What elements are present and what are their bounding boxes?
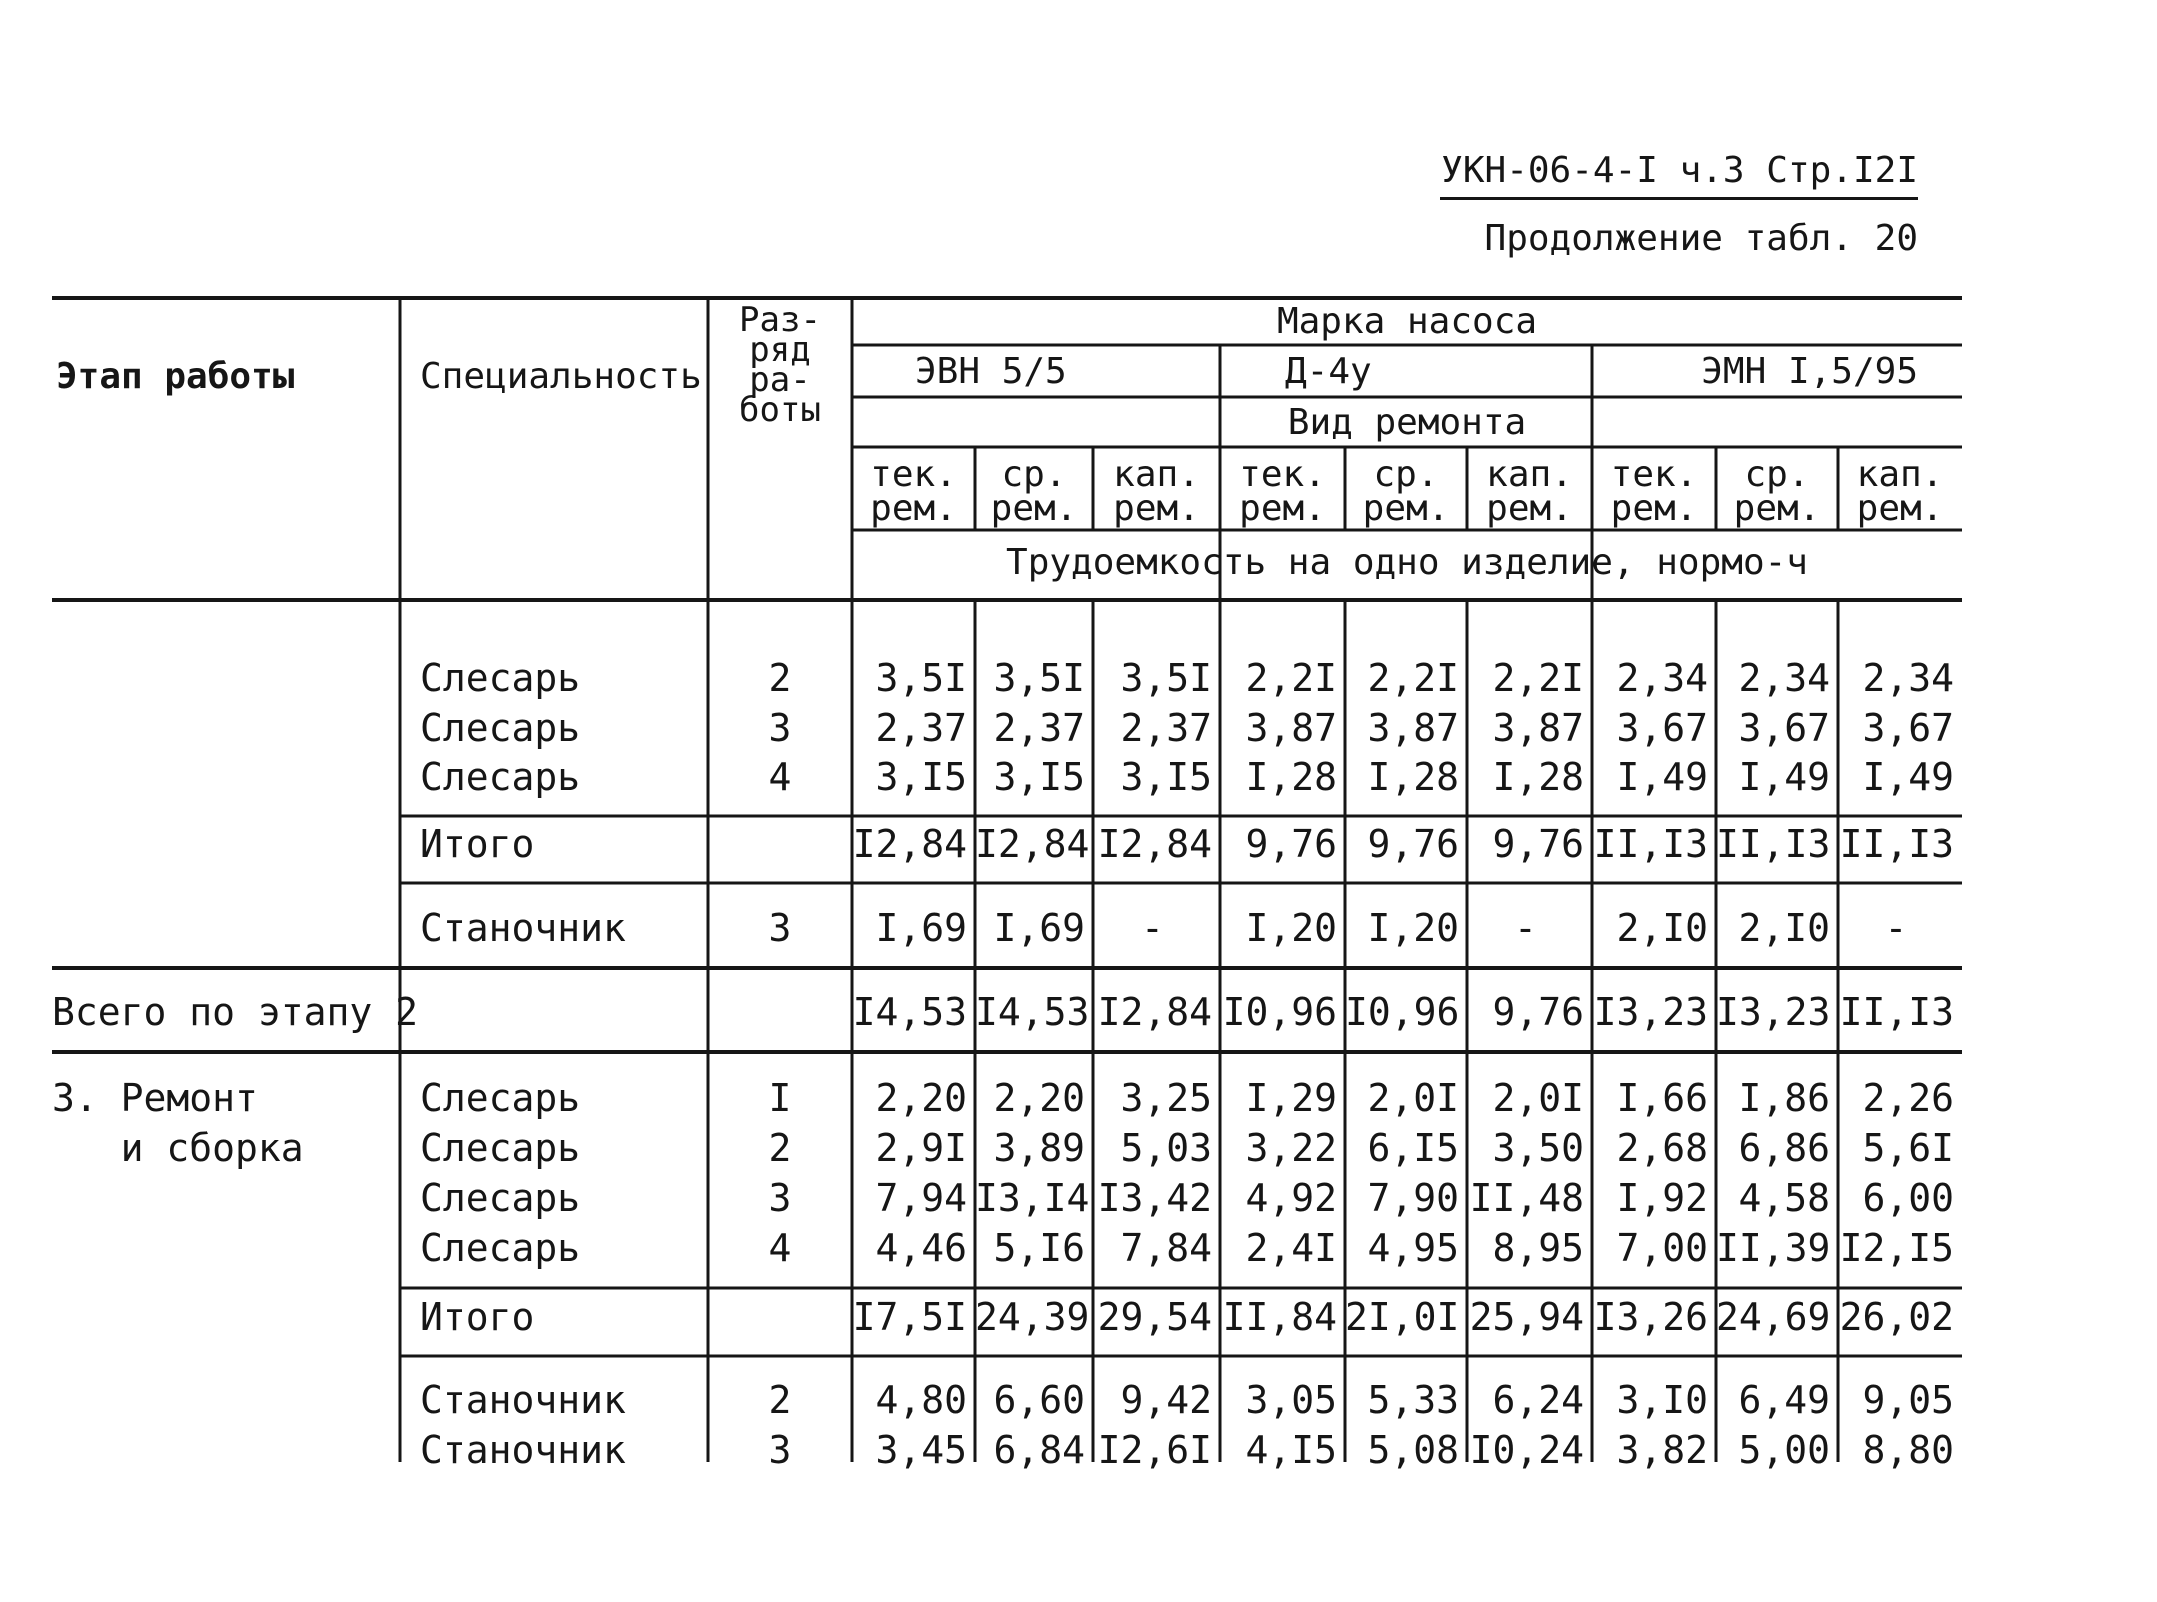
row-grade: 4 bbox=[768, 1226, 792, 1270]
value-cell: 2,37 bbox=[1120, 706, 1212, 750]
value-cell: 9,76 bbox=[1367, 822, 1459, 866]
value-cell: 2,34 bbox=[1862, 656, 1954, 700]
value-cell: I,92 bbox=[1616, 1176, 1708, 1220]
value-cell: I4,53 bbox=[975, 990, 1090, 1034]
document-code: УКН-06-4-I ч.3 Стр.I2I bbox=[1440, 150, 1918, 200]
value-cell: I,49 bbox=[1738, 755, 1830, 799]
value-cell: I3,23 bbox=[1716, 990, 1831, 1034]
value-cell: I,49 bbox=[1862, 755, 1954, 799]
header-repair-col: тек. рем. bbox=[1239, 454, 1326, 529]
value-cell: 2,34 bbox=[1738, 656, 1830, 700]
value-cell: - bbox=[1884, 906, 1908, 950]
value-cell: 3,5I bbox=[1120, 656, 1212, 700]
value-cell: II,I3 bbox=[1839, 822, 1954, 866]
value-cell: 3,25 bbox=[1120, 1076, 1212, 1120]
value-cell: II,I3 bbox=[1839, 990, 1954, 1034]
value-cell: 3,I5 bbox=[875, 755, 967, 799]
row-grade: I bbox=[768, 1076, 792, 1120]
value-cell: 3,45 bbox=[875, 1428, 967, 1472]
value-cell: I,28 bbox=[1367, 755, 1459, 799]
row-specialty: Слесарь bbox=[420, 1226, 581, 1270]
row-specialty: Слесарь bbox=[420, 1126, 581, 1170]
value-cell: 4,46 bbox=[875, 1226, 967, 1270]
value-cell: I,69 bbox=[993, 906, 1085, 950]
value-cell: I4,53 bbox=[852, 990, 967, 1034]
row-specialty: Слесарь bbox=[420, 1176, 581, 1220]
row-specialty: Станочник bbox=[420, 906, 626, 950]
value-cell: 9,05 bbox=[1862, 1378, 1954, 1422]
value-cell: 6,60 bbox=[993, 1378, 1085, 1422]
value-cell: I2,I5 bbox=[1839, 1226, 1954, 1270]
header-pump-1: ЭВН 5/5 bbox=[915, 351, 1067, 392]
header-repair-col: ср. рем. bbox=[1362, 454, 1450, 529]
value-cell: 8,80 bbox=[1862, 1428, 1954, 1472]
value-cell: 6,86 bbox=[1738, 1126, 1830, 1170]
value-cell: 8,95 bbox=[1492, 1226, 1584, 1270]
header-pump-3: ЭМН I,5/95 bbox=[1701, 351, 1918, 392]
value-cell: 4,80 bbox=[875, 1378, 967, 1422]
header-repair-type: Вид ремонта bbox=[1287, 402, 1527, 443]
row-grade: 3 bbox=[768, 706, 792, 750]
value-cell: 4,I5 bbox=[1245, 1428, 1337, 1472]
value-cell: 3,87 bbox=[1492, 706, 1584, 750]
row-grade: 2 bbox=[768, 1378, 792, 1422]
row-specialty: Слесарь bbox=[420, 706, 581, 750]
value-cell: 26,02 bbox=[1839, 1295, 1954, 1339]
value-cell: I3,26 bbox=[1593, 1295, 1708, 1339]
value-cell: 2,37 bbox=[993, 706, 1085, 750]
value-cell: 2,4I bbox=[1245, 1226, 1337, 1270]
value-cell: 6,49 bbox=[1738, 1378, 1830, 1422]
row-grade: 2 bbox=[768, 1126, 792, 1170]
header-pump-brand: Марка насоса bbox=[1276, 301, 1538, 342]
value-cell: 2,2I bbox=[1367, 656, 1459, 700]
value-cell: I3,23 bbox=[1593, 990, 1708, 1034]
value-cell: 2,37 bbox=[875, 706, 967, 750]
value-cell: 7,90 bbox=[1367, 1176, 1459, 1220]
value-cell: 3,5I bbox=[993, 656, 1085, 700]
value-cell: 6,I5 bbox=[1367, 1126, 1459, 1170]
value-cell: - bbox=[1141, 906, 1164, 950]
header-repair-col: кап. рем. bbox=[1113, 454, 1200, 529]
value-cell: I2,84 bbox=[852, 822, 967, 866]
value-cell: I,49 bbox=[1616, 755, 1708, 799]
value-cell: I0,96 bbox=[1222, 990, 1337, 1034]
value-cell: II,48 bbox=[1469, 1176, 1584, 1220]
value-cell: 5,00 bbox=[1738, 1428, 1830, 1472]
value-cell: II,84 bbox=[1222, 1295, 1337, 1339]
value-cell: 3,87 bbox=[1367, 706, 1459, 750]
value-cell: 5,33 bbox=[1367, 1378, 1459, 1422]
value-cell: 29,54 bbox=[1097, 1295, 1212, 1339]
row-specialty: Станочник bbox=[420, 1428, 626, 1472]
value-cell: 9,76 bbox=[1245, 822, 1337, 866]
header-pump-2: Д-4у bbox=[1285, 351, 1372, 392]
value-cell: - bbox=[1514, 906, 1537, 950]
value-cell: 3,67 bbox=[1616, 706, 1708, 750]
header-repair-col: ср. рем. bbox=[990, 454, 1078, 529]
value-cell: 9,42 bbox=[1120, 1378, 1212, 1422]
row-specialty: Слесарь bbox=[420, 656, 581, 700]
value-cell: II,I3 bbox=[1716, 822, 1831, 866]
value-cell: 3,50 bbox=[1492, 1126, 1584, 1170]
value-cell: I0,96 bbox=[1345, 990, 1460, 1034]
value-cell: 2I,0I bbox=[1345, 1295, 1460, 1339]
value-cell: 7,94 bbox=[875, 1176, 967, 1220]
value-cell: 2,I0 bbox=[1738, 906, 1830, 950]
value-cell: I2,84 bbox=[975, 822, 1090, 866]
value-cell: 2,20 bbox=[993, 1076, 1085, 1120]
value-cell: 6,00 bbox=[1862, 1176, 1954, 1220]
header-repair-col: кап. рем. bbox=[1856, 454, 1944, 529]
row-grade: 3 bbox=[768, 1176, 792, 1220]
value-cell: 6,84 bbox=[993, 1428, 1085, 1472]
value-cell: 4,95 bbox=[1367, 1226, 1459, 1270]
row-grade: 4 bbox=[768, 755, 792, 799]
value-cell: 2,20 bbox=[875, 1076, 967, 1120]
value-cell: I3,42 bbox=[1097, 1176, 1212, 1220]
value-cell: I,20 bbox=[1245, 906, 1337, 950]
value-cell: 3,67 bbox=[1862, 706, 1954, 750]
row-specialty: Станочник bbox=[420, 1378, 626, 1422]
value-cell: 3,I0 bbox=[1616, 1378, 1708, 1422]
header-repair-col: тек. рем. bbox=[870, 454, 957, 529]
row-specialty: Итого bbox=[420, 1295, 535, 1339]
header-repair-col: ср. рем. bbox=[1733, 454, 1821, 529]
value-cell: 3,22 bbox=[1245, 1126, 1337, 1170]
value-cell: 2,2I bbox=[1492, 656, 1584, 700]
value-cell: 3,67 bbox=[1738, 706, 1830, 750]
value-cell: 5,08 bbox=[1367, 1428, 1459, 1472]
value-cell: I2,6I bbox=[1097, 1428, 1212, 1472]
value-cell: 3,82 bbox=[1616, 1428, 1708, 1472]
value-cell: 4,58 bbox=[1738, 1176, 1830, 1220]
header-labor-caption: Трудоемкость на одно изделие, нормо-ч bbox=[1006, 542, 1808, 583]
row-specialty: Слесарь bbox=[420, 755, 581, 799]
value-cell: 2,2I bbox=[1245, 656, 1337, 700]
value-cell: 9,76 bbox=[1492, 822, 1584, 866]
value-cell: I2,84 bbox=[1097, 990, 1212, 1034]
row-stage: и сборка bbox=[52, 1126, 304, 1170]
value-cell: I,66 bbox=[1616, 1076, 1708, 1120]
value-cell: 2,0I bbox=[1367, 1076, 1459, 1120]
value-cell: 25,94 bbox=[1469, 1295, 1584, 1339]
value-cell: 3,89 bbox=[993, 1126, 1085, 1170]
value-cell: I,28 bbox=[1245, 755, 1337, 799]
row-specialty: Слесарь bbox=[420, 1076, 581, 1120]
header-repair-col: кап. рем. bbox=[1486, 454, 1573, 529]
value-cell: II,39 bbox=[1716, 1226, 1831, 1270]
row-specialty: Итого bbox=[420, 822, 535, 866]
row-stage: 3. Ремонт bbox=[52, 1076, 258, 1120]
value-cell: 5,6I bbox=[1862, 1126, 1954, 1170]
row-grade: 3 bbox=[768, 906, 792, 950]
value-cell: 24,39 bbox=[975, 1295, 1090, 1339]
value-cell: I,86 bbox=[1738, 1076, 1830, 1120]
value-cell: I2,84 bbox=[1097, 822, 1212, 866]
value-cell: 6,24 bbox=[1492, 1378, 1584, 1422]
value-cell: 24,69 bbox=[1716, 1295, 1831, 1339]
value-cell: 3,I5 bbox=[1120, 755, 1212, 799]
value-cell: 7,84 bbox=[1120, 1226, 1212, 1270]
value-cell: I,28 bbox=[1492, 755, 1584, 799]
value-cell: 5,I6 bbox=[993, 1226, 1085, 1270]
value-cell: I,20 bbox=[1367, 906, 1459, 950]
value-cell: I,29 bbox=[1245, 1076, 1337, 1120]
value-cell: 2,I0 bbox=[1616, 906, 1708, 950]
value-cell: 2,26 bbox=[1862, 1076, 1954, 1120]
value-cell: II,I3 bbox=[1593, 822, 1708, 866]
value-cell: I,69 bbox=[875, 906, 967, 950]
value-cell: 2,68 bbox=[1616, 1126, 1708, 1170]
row-stage: Всего по этапу 2 bbox=[52, 990, 419, 1034]
table-continuation-label: Продолжение табл. 20 bbox=[1484, 218, 1918, 259]
value-cell: 3,5I bbox=[875, 656, 967, 700]
header-specialty: Специальность bbox=[420, 356, 702, 397]
row-grade: 3 bbox=[768, 1428, 792, 1472]
value-cell: I7,5I bbox=[852, 1295, 967, 1339]
value-cell: 9,76 bbox=[1492, 990, 1584, 1034]
value-cell: 3,05 bbox=[1245, 1378, 1337, 1422]
value-cell: 3,I5 bbox=[993, 755, 1085, 799]
value-cell: 2,34 bbox=[1616, 656, 1708, 700]
value-cell: 4,92 bbox=[1245, 1176, 1337, 1220]
header-grade: Раз- ряд ра- боты bbox=[739, 300, 821, 430]
value-cell: 2,9I bbox=[875, 1126, 967, 1170]
value-cell: I0,24 bbox=[1469, 1428, 1584, 1472]
value-cell: I3,I4 bbox=[975, 1176, 1090, 1220]
value-cell: 5,03 bbox=[1120, 1126, 1212, 1170]
header-stage: Этап работы bbox=[56, 356, 295, 397]
header-repair-col: тек. рем. bbox=[1610, 454, 1698, 529]
row-grade: 2 bbox=[768, 656, 792, 700]
value-cell: 3,87 bbox=[1245, 706, 1337, 750]
value-cell: 7,00 bbox=[1616, 1226, 1708, 1270]
value-cell: 2,0I bbox=[1492, 1076, 1584, 1120]
